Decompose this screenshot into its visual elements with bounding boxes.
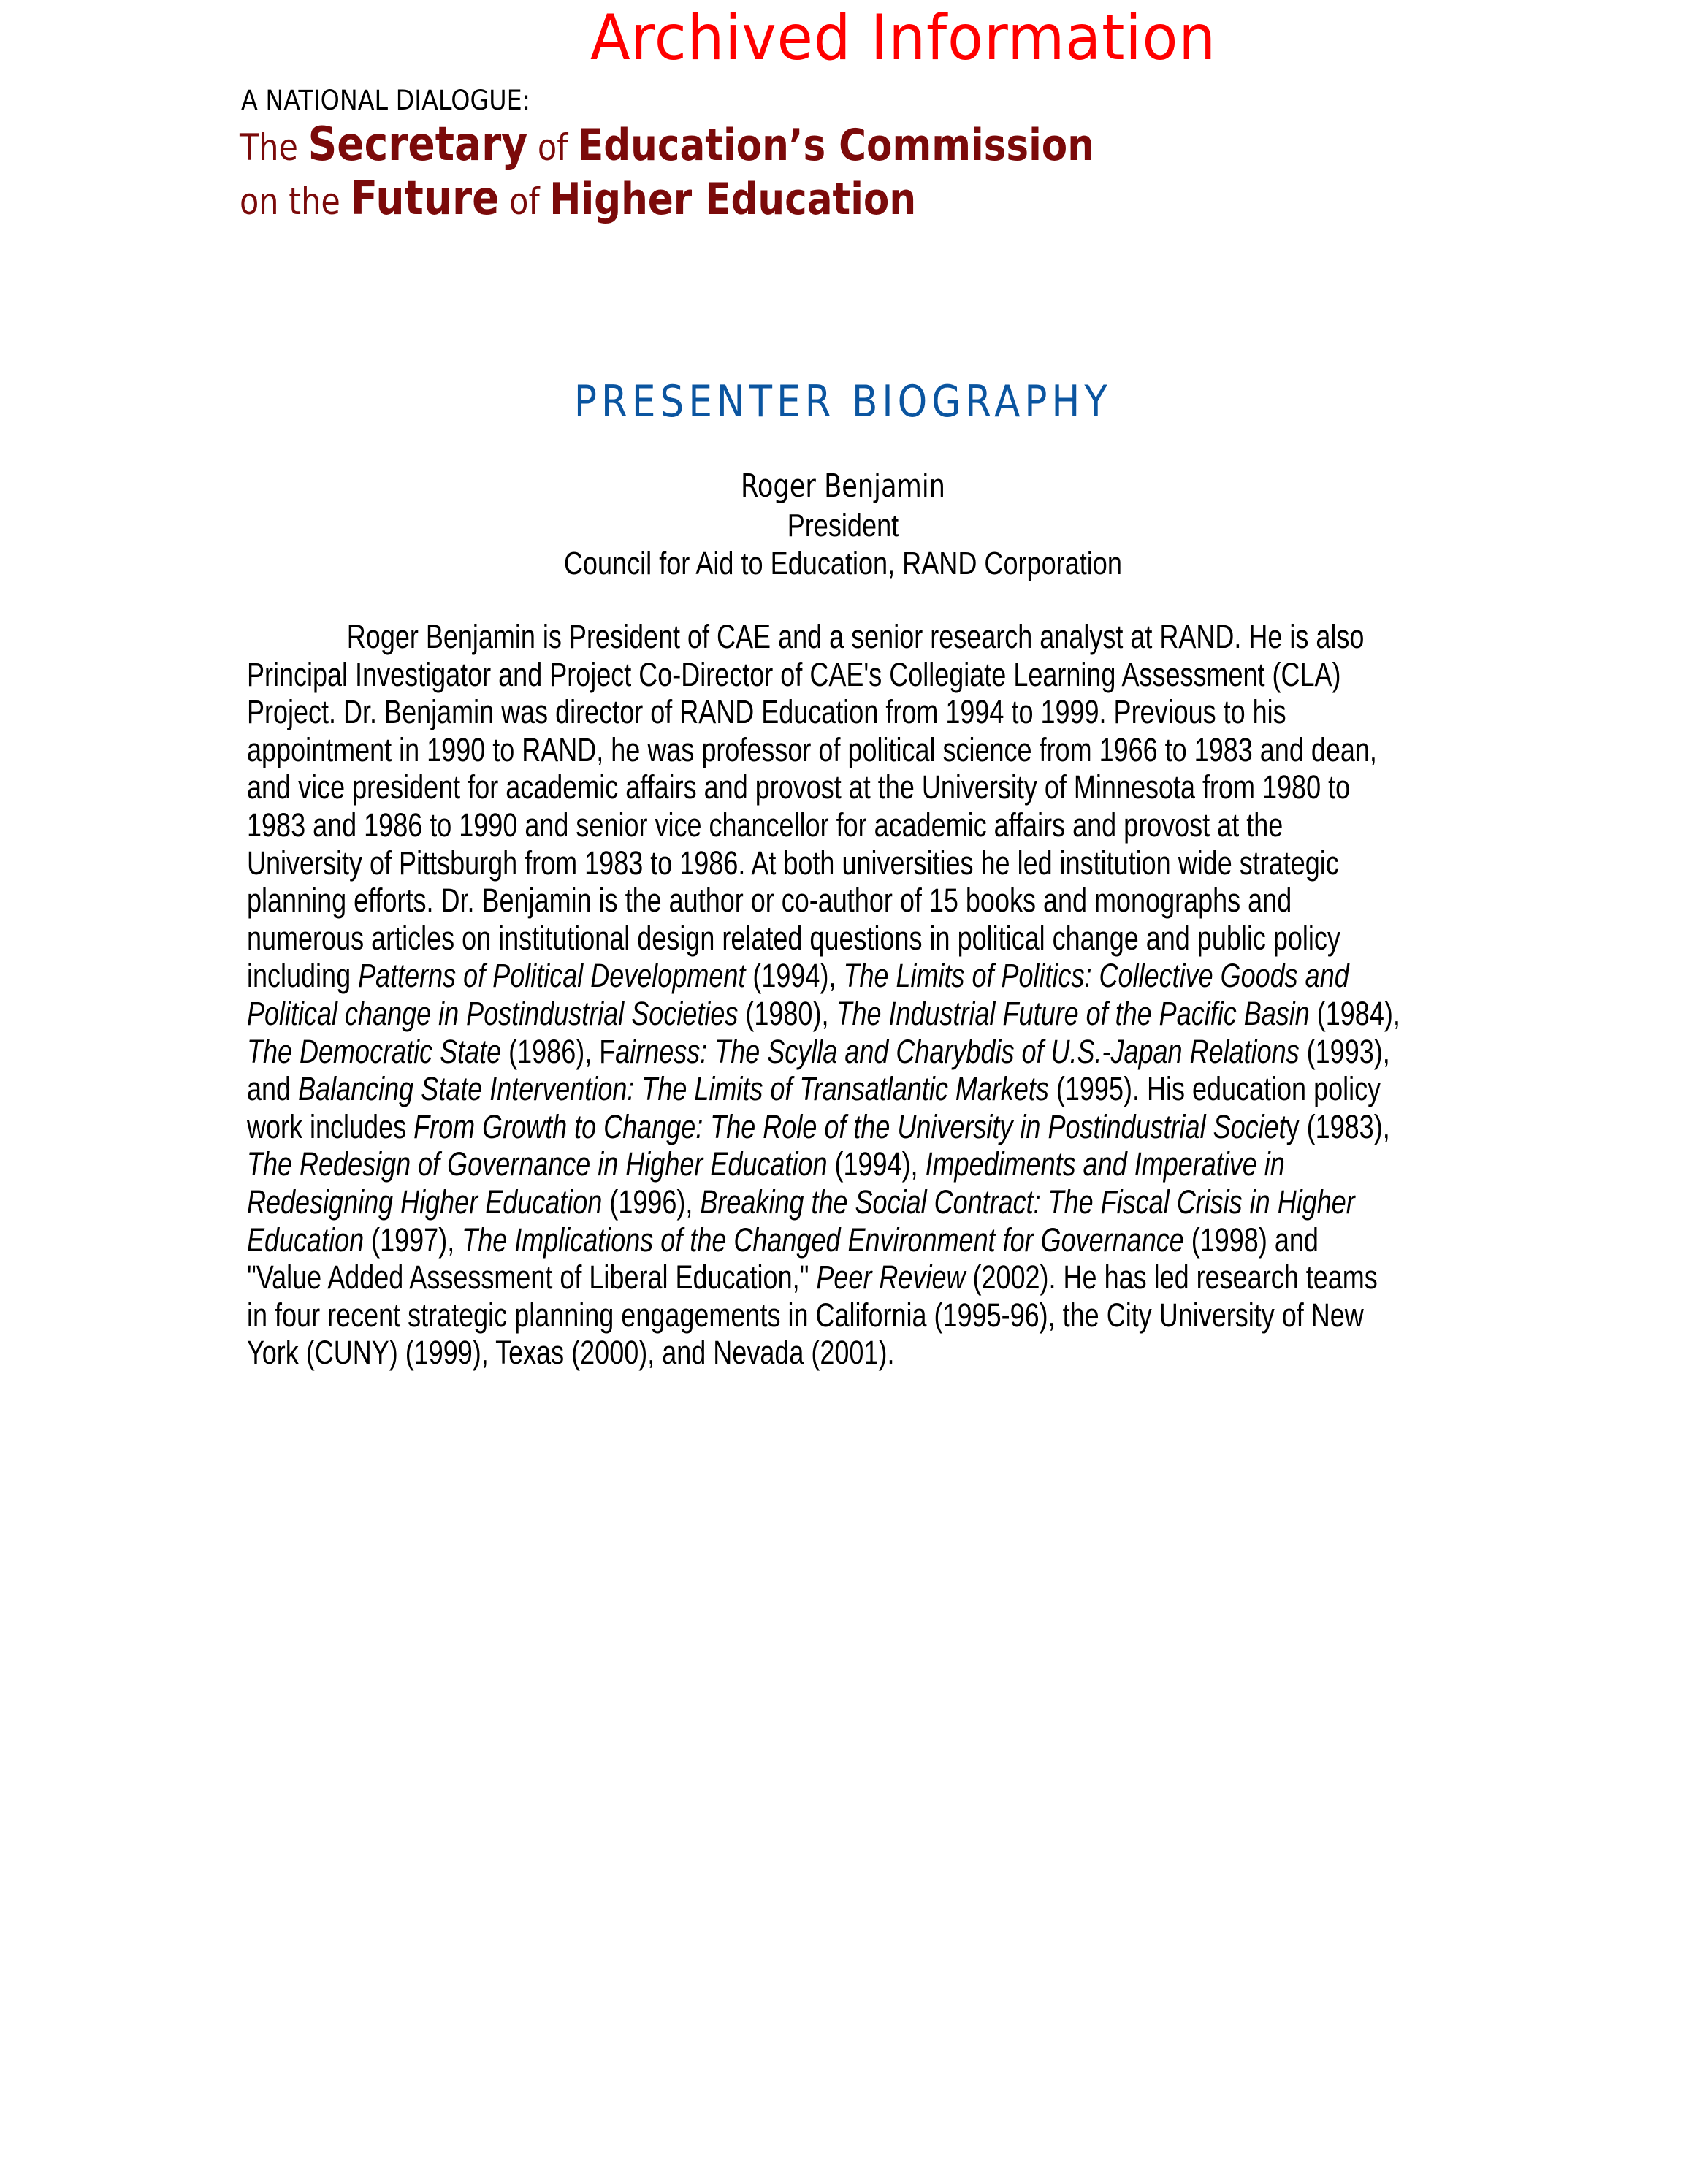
title-segment: Higher Education xyxy=(549,174,917,225)
commission-title-line-2 xyxy=(240,171,916,238)
publication-title: The Redesign of Governance in Higher Education xyxy=(247,1145,828,1183)
biography-line xyxy=(247,806,1283,844)
biography-line xyxy=(247,655,1341,694)
biography-text: (1996), xyxy=(602,1183,701,1221)
biography-text: Project. Dr. Benjamin was director of RAND Education from 1994 to 1999. Previous to his xyxy=(247,693,1286,731)
presenter-title-text: President xyxy=(787,508,899,543)
biography-text: appointment in 1990 to RAND, he was professor of political science from 1966 to 1983 and dean, xyxy=(247,730,1377,768)
biography-line xyxy=(247,957,1349,995)
biography-line xyxy=(247,693,1286,731)
section-heading-text: PRESENTER BIOGRAPHY xyxy=(574,376,1112,427)
biography-line xyxy=(247,882,1292,920)
biography-line xyxy=(247,1070,1381,1108)
presenter-title xyxy=(0,505,1686,546)
publication-title: Impediments and Imperative in xyxy=(925,1145,1285,1183)
biography-line xyxy=(247,1334,1240,1372)
biography-text: (1980), xyxy=(738,994,836,1032)
title-segment: Education’s Commission xyxy=(577,120,1094,171)
publication-title: Patterns of Political Development xyxy=(358,957,746,995)
publication-title: Redesigning Higher Education xyxy=(247,1183,603,1221)
biography-text: 1983 and 1986 to 1990 and senior vice chancellor for academic affairs and provost at the xyxy=(247,806,1283,844)
biography-text: (1998) and xyxy=(1183,1221,1319,1259)
biography-text: including xyxy=(247,957,359,995)
biography-line xyxy=(247,919,1340,958)
biography-text: "Value Added Assessment of Liberal Education," xyxy=(247,1259,817,1297)
biography-text: in four recent strategic planning engagements in California (1995-96), the City University of New xyxy=(247,1296,1364,1334)
biography-line xyxy=(247,768,1351,806)
biography-text: (1984), xyxy=(1309,994,1400,1032)
biography-text: University of Pittsburgh from 1983 to 1986. At both universities he led institution wide strategic xyxy=(247,844,1339,882)
biography-text: Roger Benjamin is President of CAE and a senior research analyst at RAND. He is also xyxy=(346,618,1365,655)
biography-line xyxy=(247,730,1377,769)
biography-line xyxy=(247,1259,1378,1297)
archived-information-banner: Archived Information xyxy=(590,1,1217,75)
biography-text: work includes xyxy=(247,1107,414,1145)
publication-title: Peer Review xyxy=(816,1259,966,1297)
presenter-name xyxy=(0,466,1686,507)
publication-title: Political change in Postindustrial Societies xyxy=(247,994,739,1032)
presenter-organization xyxy=(0,543,1686,584)
publication-title: airness: The Scylla and Charybdis of U.S.-Japan Relations xyxy=(615,1032,1300,1070)
title-segment: on the xyxy=(240,180,351,223)
biography-text: and xyxy=(247,1070,299,1108)
publication-title: The Democratic State xyxy=(247,1032,502,1070)
biography-line xyxy=(247,1032,1390,1071)
biography-line xyxy=(247,994,1400,1033)
biography-line xyxy=(247,618,1365,656)
biography-text: York (CUNY) (1999), Texas (2000), and Nevada (2001). xyxy=(247,1334,895,1372)
title-segment: The xyxy=(240,126,308,169)
biography-text: and vice president for academic affairs and provost at the University of Minnesota from 1980 to xyxy=(247,768,1351,806)
title-segment: of xyxy=(527,126,578,169)
publication-title: Breaking the Social Contract: The Fiscal Crisis in Higher xyxy=(700,1183,1355,1221)
biography-text: (1994), xyxy=(745,957,844,995)
publication-title: From Growth to Change: The Role of the University in Postindustrial Societ xyxy=(413,1107,1286,1145)
biography-text: planning efforts. Dr. Benjamin is the author or co-author of 15 books and monographs and xyxy=(247,882,1292,920)
title-segment: Secretary xyxy=(308,118,528,172)
biography-line xyxy=(247,844,1339,882)
biography-line xyxy=(247,1183,1355,1221)
biography-text: (1994), xyxy=(827,1145,926,1183)
publication-title: Education xyxy=(247,1221,365,1259)
biography-text: (1995). His education policy xyxy=(1048,1070,1381,1108)
publication-title: The Limits of Politics: Collective Goods and xyxy=(843,957,1349,995)
dialogue-kicker: A NATIONAL DIALOGUE: xyxy=(241,85,530,116)
title-segment: of xyxy=(499,180,550,223)
biography-text: (1993), xyxy=(1299,1032,1390,1070)
section-heading xyxy=(0,373,1686,431)
publication-title: The Implications of the Changed Environment for Governance xyxy=(462,1221,1184,1259)
biography-text: numerous articles on institutional design related questions in political change and public policy xyxy=(247,919,1340,957)
publication-title: The Industrial Future of the Pacific Basin xyxy=(836,994,1310,1032)
biography-text: (1997), xyxy=(364,1221,462,1259)
biography-text: (2002). He has led research teams xyxy=(965,1259,1378,1297)
presenter-organization-text: Council for Aid to Education, RAND Corporation xyxy=(563,546,1123,581)
biography-paragraph xyxy=(247,618,1489,1372)
biography-text: y (1983), xyxy=(1286,1107,1390,1145)
biography-line xyxy=(247,1221,1319,1259)
presenter-name-text: Roger Benjamin xyxy=(741,467,945,505)
publication-title: Balancing State Intervention: The Limits of Transatlantic Markets xyxy=(298,1070,1049,1108)
biography-text: Principal Investigator and Project Co-Director of CAE's Collegiate Learning Assessment (CLA) xyxy=(247,655,1341,693)
title-segment: Future xyxy=(350,172,500,226)
biography-text: (1986), F xyxy=(501,1032,616,1070)
biography-line xyxy=(247,1145,1285,1183)
biography-line xyxy=(247,1107,1390,1146)
biography-line xyxy=(247,1296,1364,1335)
